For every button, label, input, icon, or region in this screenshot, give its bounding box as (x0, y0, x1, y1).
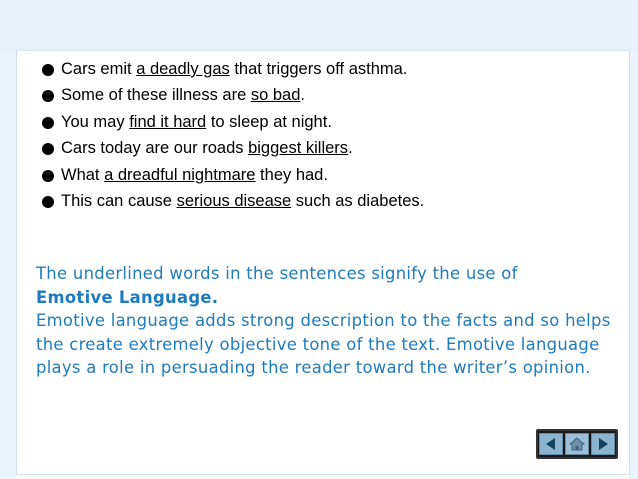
home-button[interactable] (565, 433, 589, 455)
list-item: What a dreadful nightmare they had. (44, 162, 424, 188)
left-margin (0, 50, 16, 479)
list-item: This can cause serious disease such as diabetes. (44, 188, 424, 214)
list-item: You may find it hard to sleep at night. (44, 109, 424, 135)
list-item: Some of these illness are so bad. (44, 82, 424, 108)
term-emotive-language: Emotive Language. (36, 287, 219, 307)
explanation-paragraph (36, 262, 616, 380)
underlined-phrase: serious disease (176, 191, 292, 210)
underlined-phrase: so bad (250, 86, 301, 105)
bullet-icon (42, 196, 54, 208)
underlined-phrase: a deadly gas (136, 60, 230, 78)
bullet-icon (42, 90, 54, 102)
next-arrow-icon (596, 437, 610, 451)
underlined-phrase: a dreadful nightmare (104, 165, 256, 184)
example-sentence-list (44, 56, 424, 214)
previous-slide-button[interactable] (539, 433, 563, 455)
bullet-icon (42, 170, 54, 182)
bullet-icon (42, 117, 54, 129)
header-band (0, 0, 638, 51)
underlined-phrase: biggest killers (248, 139, 349, 158)
slide-navigation (536, 429, 618, 459)
prev-arrow-icon (544, 437, 558, 451)
next-slide-button[interactable] (591, 433, 615, 455)
bullet-icon (42, 64, 54, 76)
list-item: Cars emit a deadly gas that triggers off asthma. (44, 56, 424, 82)
right-margin (629, 50, 638, 479)
underlined-phrase: find it hard (129, 112, 207, 131)
home-icon (569, 437, 585, 451)
explanation-body: Emotive language adds strong description to the facts and so helps the create extremely objective tone of the text. Emotive language plays a role in persuading the reader toward the writer’s opinion. (36, 311, 611, 378)
explanation-intro: The underlined words in the sentences signify the use of (36, 264, 518, 283)
list-item: Cars today are our roads biggest killers. (44, 135, 424, 161)
bullet-icon (42, 143, 54, 155)
